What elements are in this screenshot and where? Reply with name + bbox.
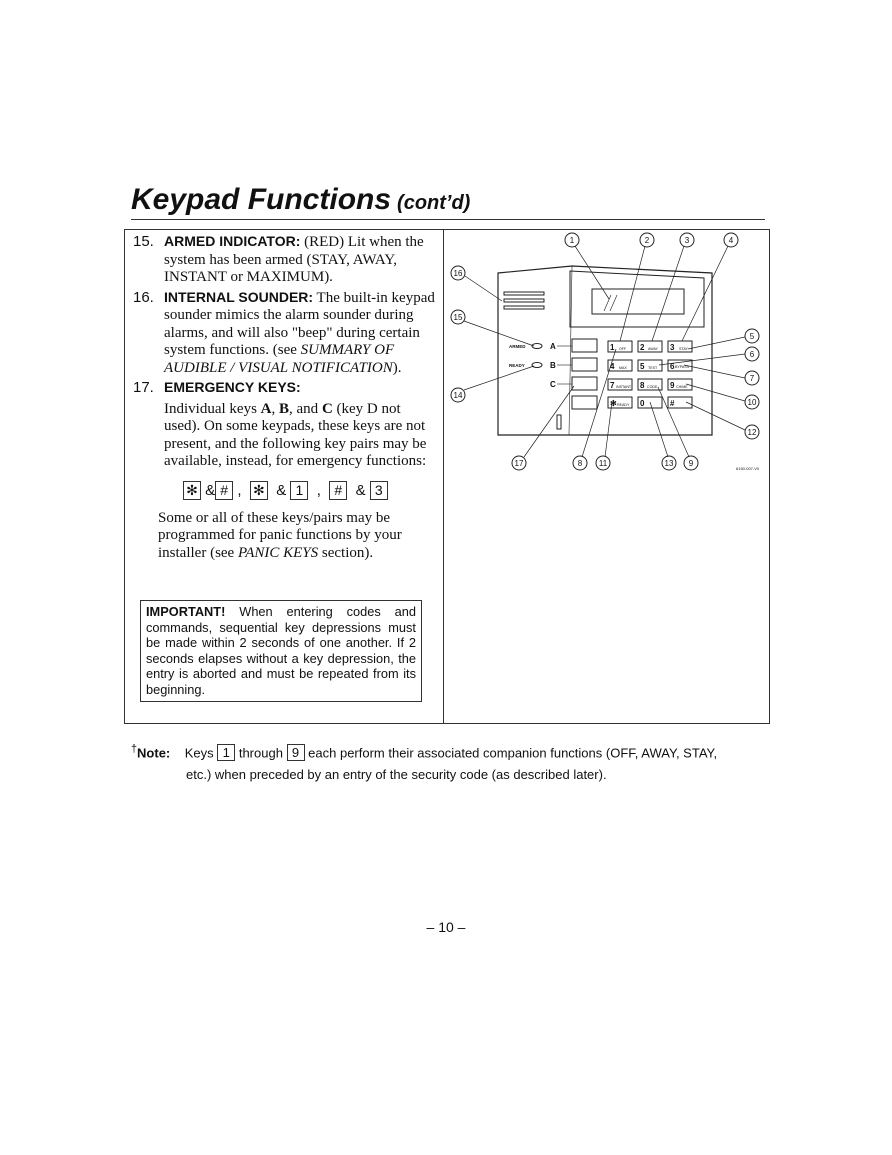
ready-label: READY <box>509 363 525 368</box>
left-column <box>133 233 435 562</box>
item-heading: INTERNAL SOUNDER: <box>164 288 314 305</box>
key-1: 1 <box>290 481 308 500</box>
lcd-window <box>592 289 684 314</box>
text: Individual keys <box>164 400 261 417</box>
item-italic: SUMMARY OF AUDIBLE / VISUAL NOTIFICATION <box>164 342 395 376</box>
key-6-num: 6 <box>670 362 675 371</box>
emergency-key-c <box>572 377 597 390</box>
ready-led <box>532 363 542 368</box>
text: (key D not used). On some keypads, these keys are not present, and the following key pairs may be available, instead, for emergency functions: <box>164 400 427 469</box>
speaker-grille <box>504 292 544 295</box>
emergency-key-pairs <box>183 481 435 500</box>
emergency-key-b <box>572 358 597 371</box>
callout-4: 4 <box>728 236 734 245</box>
callout-16: 16 <box>453 269 463 278</box>
item-15 <box>133 233 435 287</box>
text: each perform their associated companion functions (OFF, AWAY, STAY, <box>304 745 718 761</box>
callout-8: 8 <box>577 459 583 468</box>
text: , <box>271 400 279 417</box>
note-line-2: etc.) when preceded by an entry of the security code (as described later). <box>186 767 607 783</box>
callout-17: 17 <box>514 459 524 468</box>
callout-13: 13 <box>664 459 674 468</box>
key-star: ✻ <box>250 481 268 500</box>
key-8-func: CODE <box>647 385 658 389</box>
key-9-num: 9 <box>670 381 675 390</box>
footnote <box>131 738 771 786</box>
callout-12: 12 <box>747 428 757 437</box>
item-tail: ). <box>392 359 402 376</box>
comma: , <box>316 481 321 499</box>
key-0-num: 0 <box>640 399 645 408</box>
callout-6: 6 <box>749 350 755 359</box>
key-letter-c: C <box>321 400 333 417</box>
key-9-func: CHIME <box>676 385 688 389</box>
key-3: 3 <box>370 481 388 500</box>
callout-14: 14 <box>453 391 463 400</box>
item-number: 17. <box>133 379 154 396</box>
item-16 <box>133 289 435 378</box>
text: Some or all of these keys/pairs may be programmed for panic functions by your installer (see <box>158 509 402 561</box>
text: , and <box>289 400 322 417</box>
side-key-b: B <box>550 361 556 370</box>
title-sub: (cont’d) <box>397 192 471 214</box>
emergency-text <box>133 401 435 471</box>
key-pound-num: # <box>670 399 675 408</box>
callout-5: 5 <box>749 332 755 341</box>
text: Keys <box>184 745 218 761</box>
item-17 <box>133 379 435 398</box>
key-pound: # <box>215 481 233 500</box>
note-label: Note: <box>137 745 171 761</box>
ampersand: & <box>276 481 287 499</box>
item-number: 15. <box>133 233 154 250</box>
key-pound: # <box>329 481 347 500</box>
callout-3: 3 <box>684 236 690 245</box>
item-heading: EMERGENCY KEYS: <box>164 379 301 395</box>
key-9-box: 9 <box>287 744 305 761</box>
diagram-ref: 6150-007-V0 <box>736 466 760 471</box>
key-star-func: READY <box>617 403 630 407</box>
keypad-slot <box>557 415 561 429</box>
key-8-num: 8 <box>640 381 645 390</box>
side-key-c: C <box>550 380 556 389</box>
key-5-func: TEST <box>648 366 658 370</box>
key-letter-a: A <box>260 400 272 417</box>
key-6-func: BYPASS <box>675 365 690 369</box>
key-star-num: ✻ <box>610 399 617 408</box>
key-letter-b: B <box>279 400 290 417</box>
callout-15: 15 <box>453 313 463 322</box>
key-5-num: 5 <box>640 362 645 371</box>
callout-2: 2 <box>644 236 650 245</box>
item-heading: ARMED INDICATOR: <box>164 233 301 249</box>
item-text: (RED) Lit when the system has been armed (STAY, AWAY, INSTANT or MAXIMUM). <box>164 234 424 285</box>
key-1-func: OFF <box>619 347 627 351</box>
key-1-num: 1 <box>610 343 615 352</box>
dagger: † <box>131 743 138 755</box>
callout-9: 9 <box>688 459 694 468</box>
important-text: When entering codes and commands, sequential key depressions must be made within 2 seconds of one another. If 2 seconds elapses without a key depression, the entry is aborted and must be repeated from its beginning. <box>146 604 416 697</box>
key-4-num: 4 <box>610 362 615 371</box>
keypad-labels <box>509 342 760 471</box>
key-3-func: STAY <box>679 347 688 351</box>
key-2-num: 2 <box>640 343 645 352</box>
key-1-box: 1 <box>217 744 235 761</box>
ampersand: & <box>355 481 366 499</box>
comma: , <box>237 481 242 499</box>
programmed-text <box>133 510 435 563</box>
key-2-func: AWAY <box>648 347 659 351</box>
ampersand: & <box>205 481 216 499</box>
key-4-func: MAX <box>619 366 627 370</box>
side-key-a: A <box>550 342 556 351</box>
important-label: IMPORTANT! <box>146 604 226 619</box>
title-main: Keypad Functions <box>131 183 392 216</box>
key-star: ✻ <box>183 481 201 500</box>
item-number: 16. <box>133 288 154 306</box>
panic-keys-ref: PANIC KEYS <box>237 544 319 561</box>
important-box <box>140 600 422 702</box>
callout-1: 1 <box>569 236 575 245</box>
key-3-num: 3 <box>670 343 675 352</box>
callout-10: 10 <box>747 398 757 407</box>
page-title <box>131 183 470 217</box>
text: through <box>235 745 287 761</box>
key-7-num: 7 <box>610 381 615 390</box>
page-number: – 10 – <box>426 919 466 935</box>
callout-7: 7 <box>749 374 755 383</box>
callout-11: 11 <box>598 459 608 468</box>
item-text: The built-in keypad sounder mimics the alarm sounder during alarms, and will also "beep" during certain system functions. (see <box>164 289 435 358</box>
emergency-key-d <box>572 396 597 409</box>
armed-label: ARMED <box>509 344 526 349</box>
text: section). <box>318 544 374 561</box>
keypad-diagram <box>444 229 768 723</box>
key-7-func: INSTANT <box>616 385 632 389</box>
key-grid <box>608 341 692 408</box>
emergency-key-a <box>572 339 597 352</box>
title-rule <box>131 219 765 220</box>
